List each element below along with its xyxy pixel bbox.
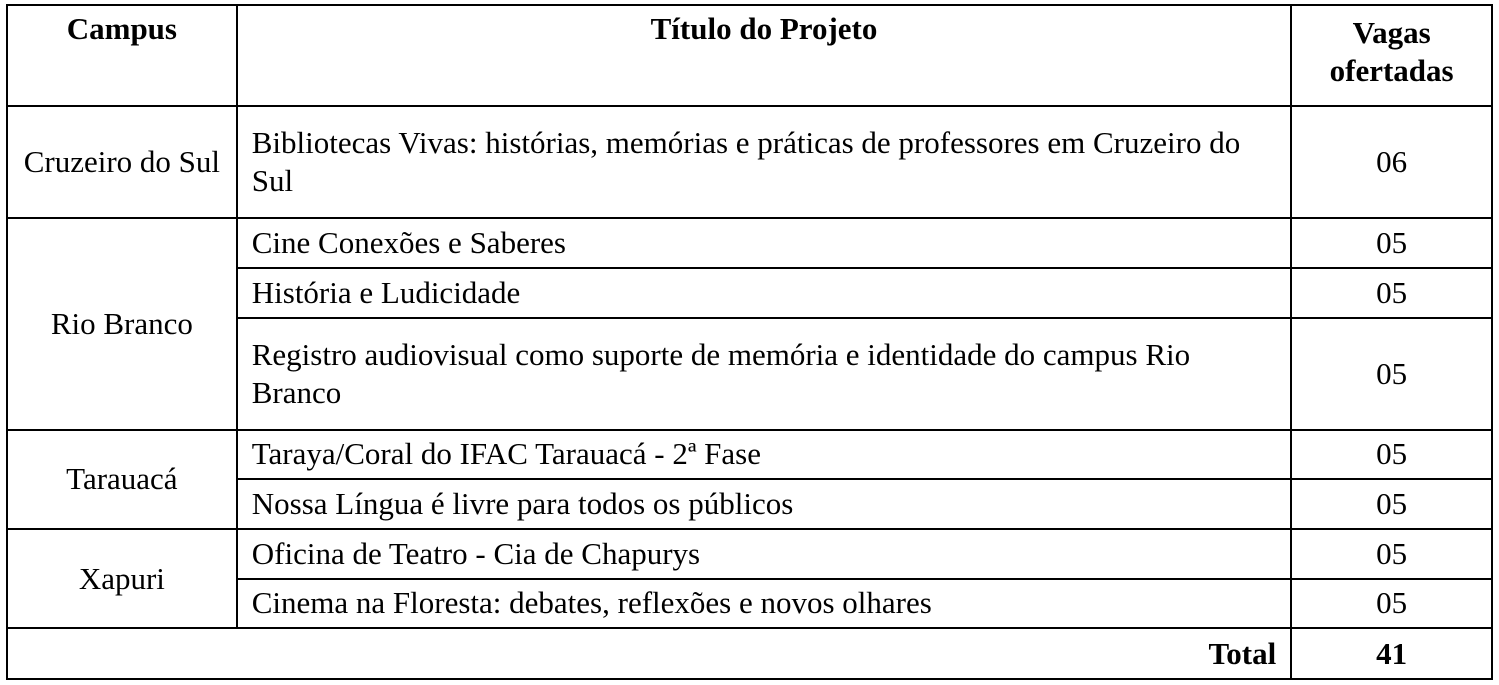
- header-vagas: Vagas ofertadas: [1291, 5, 1492, 106]
- project-title-cell: Cine Conexões e Saberes: [237, 218, 1291, 268]
- header-campus: Campus: [7, 5, 237, 106]
- project-title-cell: Oficina de Teatro - Cia de Chapurys: [237, 529, 1291, 579]
- header-row: [7, 5, 1492, 106]
- vagas-cell: 05: [1291, 579, 1492, 629]
- header-titulo: Título do Projeto: [237, 5, 1291, 106]
- table-row: [7, 106, 1492, 218]
- vagas-cell: 05: [1291, 529, 1492, 579]
- campus-cell: Tarauacá: [7, 430, 237, 529]
- campus-cell: Xapuri: [7, 529, 237, 628]
- project-title-cell: Bibliotecas Vivas: histórias, memórias e práticas de professores em Cruzeiro do Sul: [237, 106, 1291, 218]
- total-row: [7, 628, 1492, 679]
- table-row: [7, 430, 1492, 480]
- campus-cell: Rio Branco: [7, 218, 237, 429]
- table-row: [7, 529, 1492, 579]
- vagas-cell: 05: [1291, 318, 1492, 430]
- project-title-cell: Registro audiovisual como suporte de memória e identidade do campus Rio Branco: [237, 318, 1291, 430]
- table-row: [7, 218, 1492, 268]
- vagas-cell: 05: [1291, 268, 1492, 318]
- vagas-cell: 05: [1291, 430, 1492, 480]
- project-title-cell: Nossa Língua é livre para todos os públicos: [237, 479, 1291, 529]
- vagas-cell: 05: [1291, 218, 1492, 268]
- project-title-cell: Taraya/Coral do IFAC Tarauacá - 2ª Fase: [237, 430, 1291, 480]
- vagas-cell: 06: [1291, 106, 1492, 218]
- vagas-cell: 05: [1291, 479, 1492, 529]
- project-title-cell: Cinema na Floresta: debates, reflexões e novos olhares: [237, 579, 1291, 629]
- total-value: 41: [1291, 628, 1492, 679]
- projects-table: [6, 4, 1493, 680]
- campus-cell: Cruzeiro do Sul: [7, 106, 237, 218]
- project-title-cell: História e Ludicidade: [237, 268, 1291, 318]
- total-label: Total: [7, 628, 1291, 679]
